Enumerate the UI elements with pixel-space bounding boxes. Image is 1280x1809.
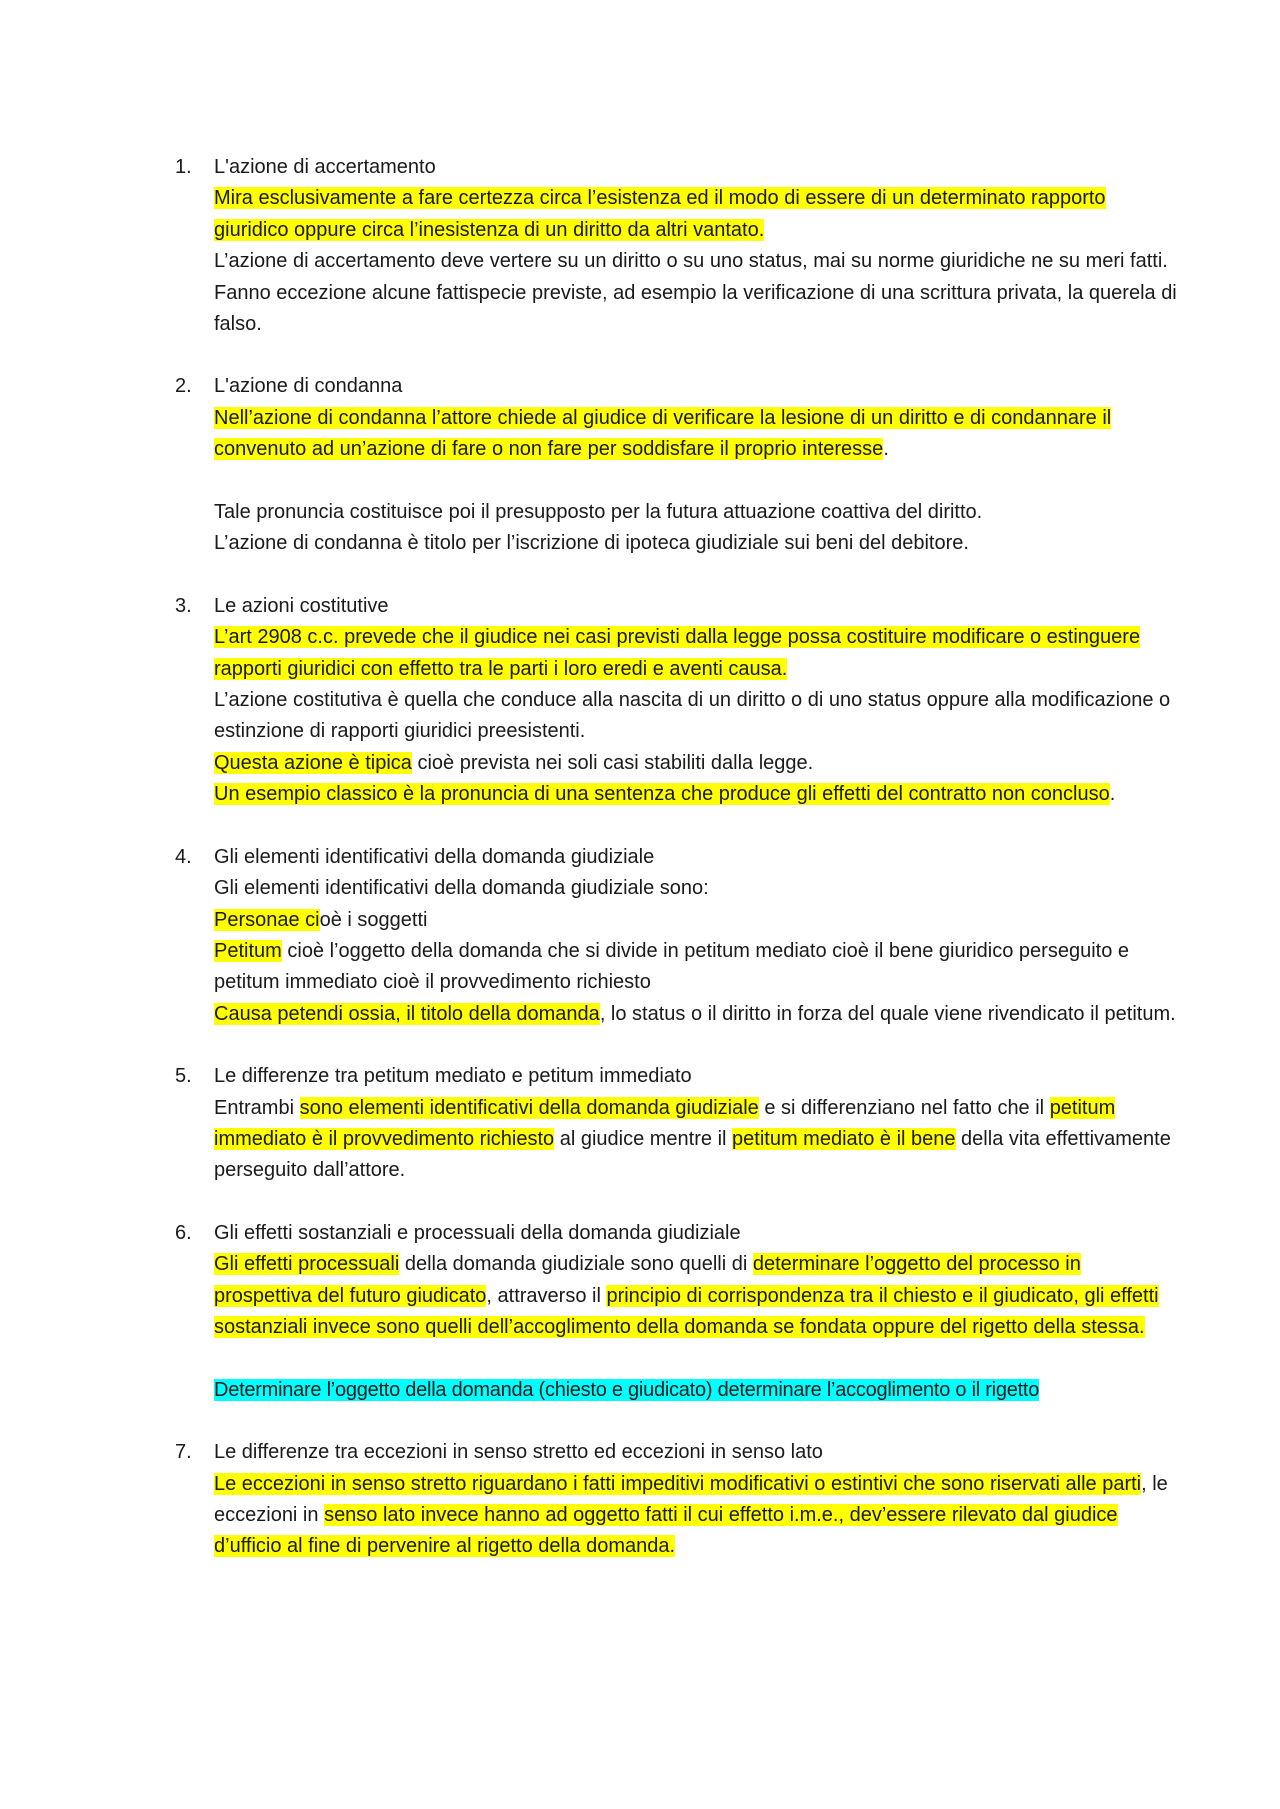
highlighted-text: Gli effetti processuali	[214, 1253, 400, 1276]
item-paragraph	[214, 936, 1180, 999]
text-run: Gli elementi identificativi della domanda giudiziale sono:	[214, 877, 709, 900]
highlighted-text: petitum mediato è il bene	[732, 1127, 956, 1150]
text-run: della vita effettivamente perseguito dall’attore.	[214, 1127, 1171, 1182]
text-run: e si differenziano nel fatto che il	[758, 1096, 1050, 1119]
item-number: 6.	[175, 1221, 192, 1244]
item-paragraph	[214, 1093, 1180, 1187]
highlighted-text: Petitum	[214, 939, 282, 962]
item-paragraph	[214, 1249, 1180, 1343]
highlighted-text: Questa azione è tipica	[214, 751, 412, 774]
item-title: L'azione di accertamento	[214, 156, 436, 178]
item-number: 3.	[175, 594, 192, 617]
item-number: 4.	[175, 845, 192, 868]
text-run: cioè prevista nei soli casi stabiliti dalla legge.	[411, 751, 814, 774]
item-title: L'azione di condanna	[214, 375, 403, 398]
list-item	[175, 1218, 1180, 1406]
highlighted-text: Nell’azione di condanna l’attore chiede al giudice di verificare la lesione di un diritto e di condannare il convenuto ad un’azione di fare o non fare per soddisfare il proprio interesse	[214, 406, 1112, 461]
numbered-list	[175, 152, 1180, 1594]
highlighted-text: sono elementi identificativi della domanda giudiziale	[299, 1096, 759, 1119]
blank-line	[214, 466, 1180, 497]
item-paragraph	[214, 528, 1180, 559]
highlighted-text: L’art 2908 c.c. prevede che il giudice nei casi previsti dalla legge possa costituire modificare o estinguere rapporti giuridici con effetto tra le parti i loro eredi e aventi causa.	[214, 626, 1141, 680]
list-item	[175, 1437, 1180, 1563]
text-run: , le eccezioni in	[214, 1472, 1168, 1526]
text-run: cioè l’oggetto della domanda che si divide in petitum mediato cioè il bene giuridico perseguito e petitum immediato cioè il provvedimento richiesto	[214, 939, 1129, 994]
list-item	[175, 152, 1180, 340]
text-run: della domanda giudiziale sono quelli di	[399, 1253, 753, 1276]
highlighted-text: Causa petendi ossia, il titolo della domanda	[214, 1002, 600, 1025]
highlighted-text: senso lato invece hanno ad oggetto fatti il cui effetto i.m.e., dev’essere rilevato dal giudice d’ufficio al fine di pervenire al rigetto della domanda.	[214, 1504, 1118, 1558]
list-item	[175, 1061, 1180, 1187]
item-title: Gli elementi identificativi della domanda giudiziale	[214, 845, 655, 868]
blank-line	[214, 1343, 1180, 1374]
highlighted-text: Mira esclusivamente a fare certezza circa l’esistenza ed il modo di essere di un determinato rapporto giuridico oppure circa l’inesistenza di un diritto da altri vantato.	[214, 187, 1106, 241]
item-paragraph	[214, 1375, 1180, 1406]
text-run: Entrambi	[214, 1096, 300, 1119]
text-run: , lo status o il diritto in forza del quale viene rivendicato il petitum.	[599, 1002, 1176, 1025]
text-run: , attraverso il	[486, 1284, 607, 1307]
text-run: L’azione di condanna è titolo per l’iscrizione di ipoteca giudiziale sui beni del debitore.	[214, 532, 969, 555]
text-run: L’azione di accertamento deve vertere su un diritto o su uno status, mai su norme giuridiche ne su meri fatti.	[214, 250, 1168, 273]
highlighted-text: determinare l’oggetto del processo in prospettiva del futuro giudicato	[214, 1253, 1081, 1307]
item-title: Le azioni costitutive	[214, 594, 389, 617]
item-number: 5.	[175, 1065, 192, 1088]
highlighted-text: petitum immediato è il provvedimento richiesto	[214, 1096, 1116, 1150]
item-paragraph	[214, 999, 1180, 1030]
item-title: Le differenze tra petitum mediato e petitum immediato	[214, 1065, 692, 1088]
item-title: Le differenze tra eccezioni in senso stretto ed eccezioni in senso lato	[214, 1441, 823, 1464]
highlighted-text: Un esempio classico è la pronuncia di una sentenza che produce gli effetti del contratto non concluso	[214, 783, 1110, 806]
item-paragraph	[214, 685, 1180, 748]
text-run: L’azione costitutiva è quella che conduce alla nascita di un diritto o di uno status oppure alla modificazione o estinzione di rapporti giuridici preesistenti.	[214, 689, 1171, 743]
item-paragraph	[214, 622, 1180, 685]
item-number: 1.	[175, 156, 192, 178]
list-item	[175, 842, 1180, 1030]
highlighted-text: Le eccezioni in senso stretto riguardano i fatti impeditivi modificativi o estintivi che sono riservati alle parti	[214, 1472, 1142, 1495]
item-number: 7.	[175, 1441, 192, 1464]
text-run: .	[1109, 783, 1116, 806]
item-paragraph	[214, 779, 1180, 810]
list-item	[175, 371, 1180, 559]
highlighted-text: principio di corrispondenza tra il chiesto e il giudicato, gli effetti sostanziali invece sono quelli dell’accoglimento della domanda se fondata oppure del rigetto della stessa.	[214, 1284, 1159, 1338]
text-run: .	[883, 438, 889, 461]
item-paragraph	[214, 1469, 1180, 1563]
item-paragraph	[214, 278, 1180, 341]
item-number: 2.	[175, 375, 192, 398]
text-run: Fanno eccezione alcune fattispecie previste, ad esempio la verificazione di una scrittura privata, la querela di falso.	[214, 281, 1177, 336]
text-run: oè i soggetti	[319, 908, 428, 931]
highlighted-text-cyan: Determinare l’oggetto della domanda (chiesto e giudicato) determinare l’accoglimento o il rigetto	[214, 1378, 1040, 1401]
item-paragraph	[214, 403, 1180, 466]
item-paragraph	[214, 183, 1180, 246]
highlighted-text: Personae ci	[214, 908, 320, 931]
item-title: Gli effetti sostanziali e processuali della domanda giudiziale	[214, 1221, 741, 1244]
item-paragraph	[214, 497, 1180, 528]
text-run: Tale pronuncia costituisce poi il presupposto per la futura attuazione coattiva del diritto.	[214, 501, 983, 524]
item-paragraph	[214, 748, 1180, 779]
item-paragraph	[214, 873, 1180, 904]
text-run: al giudice mentre il	[554, 1127, 733, 1150]
list-item	[175, 591, 1180, 811]
item-paragraph	[214, 246, 1180, 277]
item-paragraph	[214, 905, 1180, 936]
